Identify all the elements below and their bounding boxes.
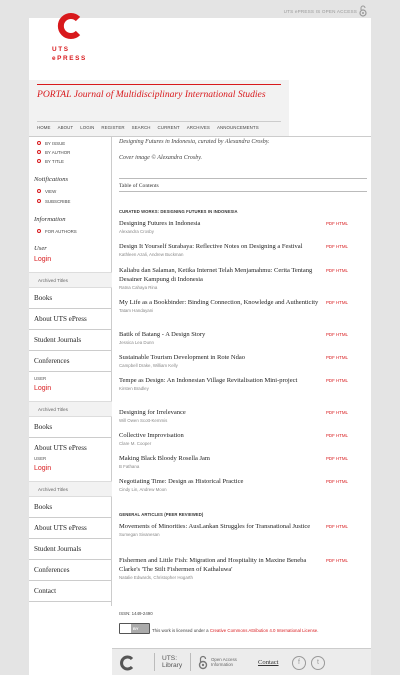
cc-badge-text: BY [133,626,139,631]
sidebar-link-label: About UTS ePress [34,315,87,323]
sidebar-link-books[interactable] [29,497,112,518]
open-access-icon[interactable] [198,655,208,670]
sidebar-link-label: About UTS ePress [34,444,87,452]
sidebar-browse-by-issue[interactable]: BY ISSUE [45,141,66,146]
article-title[interactable]: Designing Futures in Indonesia [119,220,201,227]
creative-commons-badge[interactable] [119,623,150,634]
article-title[interactable]: Fishermen and Little Fish: Migration and Hospitality in Maxine Beneba Clarke's 'The Stilt Fishermen of Kathaluwa' [119,557,307,574]
user-heading: User [34,245,47,252]
logo-line-uts: UTS [52,46,70,53]
nav-about[interactable]: ABOUT [57,125,74,130]
nav-announcements[interactable]: ANNOUNCEMENTS [216,125,259,130]
journal-title[interactable]: PORTAL Journal of Multidisciplinary International Studies [37,89,266,100]
footer-separator [154,653,155,671]
archived-titles-label: Archived Titles [38,407,68,412]
sidebar-link-label: Conferences [34,566,70,574]
article-title[interactable]: Kaliabu dan Salaman, Ketika Internet Telah Menjamahmu: Cerita Tentang Desainer Kampung di Indonesia [119,267,313,284]
section-heading-general: GENERAL ARTICLES (PEER REVIEWED) [119,512,204,517]
cover-credit: Cover image © Alexandra Crosby. [119,155,203,161]
archived-titles[interactable] [29,481,112,497]
login-link[interactable]: Login [34,465,52,472]
nav-login[interactable]: LOGIN [80,125,95,130]
sidebar-link-student-journals[interactable] [29,330,112,351]
sidebar-browse-by-author[interactable]: BY AUTHOR [45,150,71,155]
archived-titles-label: Archived Titles [38,278,68,283]
article-authors: Will Owen Scott-Kemmis [119,417,168,423]
article-pdf-html-link[interactable]: PDF HTML [326,355,348,360]
nav-current[interactable]: CURRENT [157,125,180,130]
article-pdf-html-link[interactable]: PDF HTML [326,221,348,226]
footer-separator [190,653,191,671]
article-item [119,408,324,423]
article-pdf-html-link[interactable]: PDF HTML [326,479,348,484]
article-authors: Kirsten Bradley [119,385,149,391]
article-authors: Natalie Edwards, Christopher Hogarth [119,575,193,581]
article-title[interactable]: My Life as a Bookbinder: Binding Connection, Knowledge and Authenticity [119,299,319,306]
article-item [119,522,324,537]
login-link[interactable]: Login [34,256,52,263]
sidebar-link-books[interactable] [29,417,112,438]
bullet-icon [37,159,41,163]
article-item [119,454,324,469]
nav-register[interactable]: REGISTER [101,125,125,130]
sidebar-link-label: Books [34,503,53,511]
logo-line-epress: ePRESS [52,55,87,62]
article-pdf-html-link[interactable]: PDF HTML [326,300,348,305]
sidebar-link-conferences[interactable] [29,351,112,372]
bullet-icon [37,199,41,203]
license-suffix: . [317,628,319,633]
sidebar-link-about[interactable] [29,309,112,330]
open-access-information-link[interactable] [211,657,237,667]
sidebar-link-label: About UTS ePress [34,524,87,532]
article-item [119,298,324,313]
article-pdf-html-link[interactable]: PDF HTML [326,456,348,461]
oa-line-1: Open Access [211,657,237,662]
article-authors: Cindy Lin, Andrew Moon [119,486,167,492]
uts-library-link[interactable] [162,655,182,669]
article-item [119,431,324,446]
toc-rule-bottom [119,191,367,192]
article-pdf-html-link[interactable]: PDF HTML [326,433,348,438]
license-prefix: This work is licensed under a [152,628,210,633]
sidebar-link-label: Books [34,294,53,302]
article-title[interactable]: Design It Yourself Surabaya: Reflective Notes on Designing a Festival [119,243,303,250]
article-title[interactable]: Sustainable Tourism Development in Rote Ndao [119,354,245,361]
user-label: USER [34,456,47,461]
article-authors: Ratna Cahaya Rina [119,285,158,291]
sidebar-link-label: Books [34,423,53,431]
twitter-icon[interactable]: t [311,656,325,670]
uts-epress-logo[interactable] [51,6,101,46]
article-item [119,353,324,368]
article-title[interactable]: Movements of Minorities: AusLankan Struggles for Transnational Justice [119,523,311,530]
article-title[interactable]: Collective Improvisation [119,432,184,439]
article-authors: Campbell Drake, William Kelly [119,362,178,368]
article-item [119,477,324,492]
article-pdf-html-link[interactable]: PDF HTML [326,378,348,383]
article-authors: Clare M. Cooper [119,440,152,446]
article-authors: Tatam Handayani [119,307,154,313]
article-pdf-html-link[interactable]: PDF HTML [326,244,348,249]
bullet-icon [37,150,41,154]
notifications-heading: Notifications [34,176,69,183]
archived-titles[interactable] [29,272,112,288]
sidebar-link-about[interactable] [29,518,112,539]
nav-search[interactable]: SEARCH [131,125,151,130]
sidebar-link-label: Conferences [34,357,70,365]
information-for-authors[interactable]: FOR AUTHORS [45,229,77,234]
user-label: USER [34,376,47,381]
license-text [152,628,318,633]
login-link[interactable]: Login [34,385,52,392]
sidebar-link-label: Student Journals [34,545,82,553]
nav-archives[interactable]: ARCHIVES [186,125,210,130]
notifications-view[interactable]: VIEW [45,189,57,194]
oa-line-2: Information [211,662,233,667]
article-item [119,266,324,290]
header-divider [29,136,371,137]
bullet-icon [37,229,41,233]
bullet-icon [37,189,41,193]
sidebar-link-label: Student Journals [34,336,82,344]
open-access-label[interactable]: UTS ePRESS IS OPEN ACCESS [283,9,357,14]
nav-rule [37,121,281,122]
article-title[interactable]: Negotiating Time: Design as Historical Practice [119,478,244,485]
article-item [119,242,324,257]
facebook-icon[interactable]: f [292,656,306,670]
logo-text[interactable] [52,45,87,63]
issue-description: Designing Futures in Indonesia, curated by Alexandra Crosby. [119,139,270,145]
article-authors: Jessica Lea Dunn [119,339,154,345]
library-line-1: UTS: [162,655,178,662]
article-pdf-html-link[interactable]: PDF HTML [326,332,348,337]
archived-titles[interactable] [29,401,112,417]
sidebar-link-contact[interactable] [29,581,112,602]
title-rule [37,84,281,85]
library-line-2: Library [162,662,183,669]
article-pdf-html-link[interactable]: PDF HTML [326,524,348,529]
article-title[interactable]: Designing for Irrelevance [119,409,186,416]
article-authors: B Fathana [119,463,140,469]
article-item [119,376,324,391]
sidebar-link-student-journals[interactable] [29,539,112,560]
section-heading-curated: CURATED WORKS: DESIGNING FUTURES IN INDONESIA [119,209,238,214]
article-authors: Alexandra Crosby [119,228,154,234]
main-nav [37,125,266,130]
uts-logo-icon[interactable] [120,655,136,671]
article-item [119,219,324,234]
sidebar-link-books[interactable] [29,288,112,309]
article-title[interactable]: Tempe as Design: An Indonesian Village Revitalisation Mini-project [119,377,298,384]
bullet-icon [37,141,41,145]
sidebar-browse-by-title[interactable]: BY TITLE [45,159,64,164]
license-link[interactable]: Creative Commons Attribution 4.0 International License [209,628,318,633]
toc-title: Table of Contents [119,183,159,189]
article-pdf-html-link[interactable]: PDF HTML [326,558,348,563]
article-title[interactable]: Batik of Batang - A Design Story [119,331,206,338]
issn: ISSN: 1449-2490 [119,611,153,616]
notifications-subscribe[interactable]: SUBSCRIBE [45,199,71,204]
archived-titles-label: Archived Titles [38,487,68,492]
article-pdf-html-link[interactable]: PDF HTML [326,410,348,415]
sidebar-link-label: Contact [34,587,57,595]
article-pdf-html-link[interactable]: PDF HTML [326,268,348,273]
cc-icon [120,624,131,633]
article-item [119,556,324,580]
sidebar-link-about[interactable] [29,438,112,458]
article-item [119,330,324,345]
toc-rule-top [119,178,367,179]
sidebar-link-conferences[interactable] [29,560,112,581]
footer [112,648,371,675]
article-authors: Sumegan Sivanesan [119,531,160,537]
article-authors: Kathleen Azali, Andrew Buckman [119,251,184,257]
footer-contact-link[interactable]: Contact [258,659,279,666]
information-heading: Information [34,216,66,223]
article-title[interactable]: Making Black Bloody Rosella Jam [119,455,210,462]
open-access-icon[interactable] [359,5,367,17]
nav-home[interactable]: HOME [37,125,51,130]
